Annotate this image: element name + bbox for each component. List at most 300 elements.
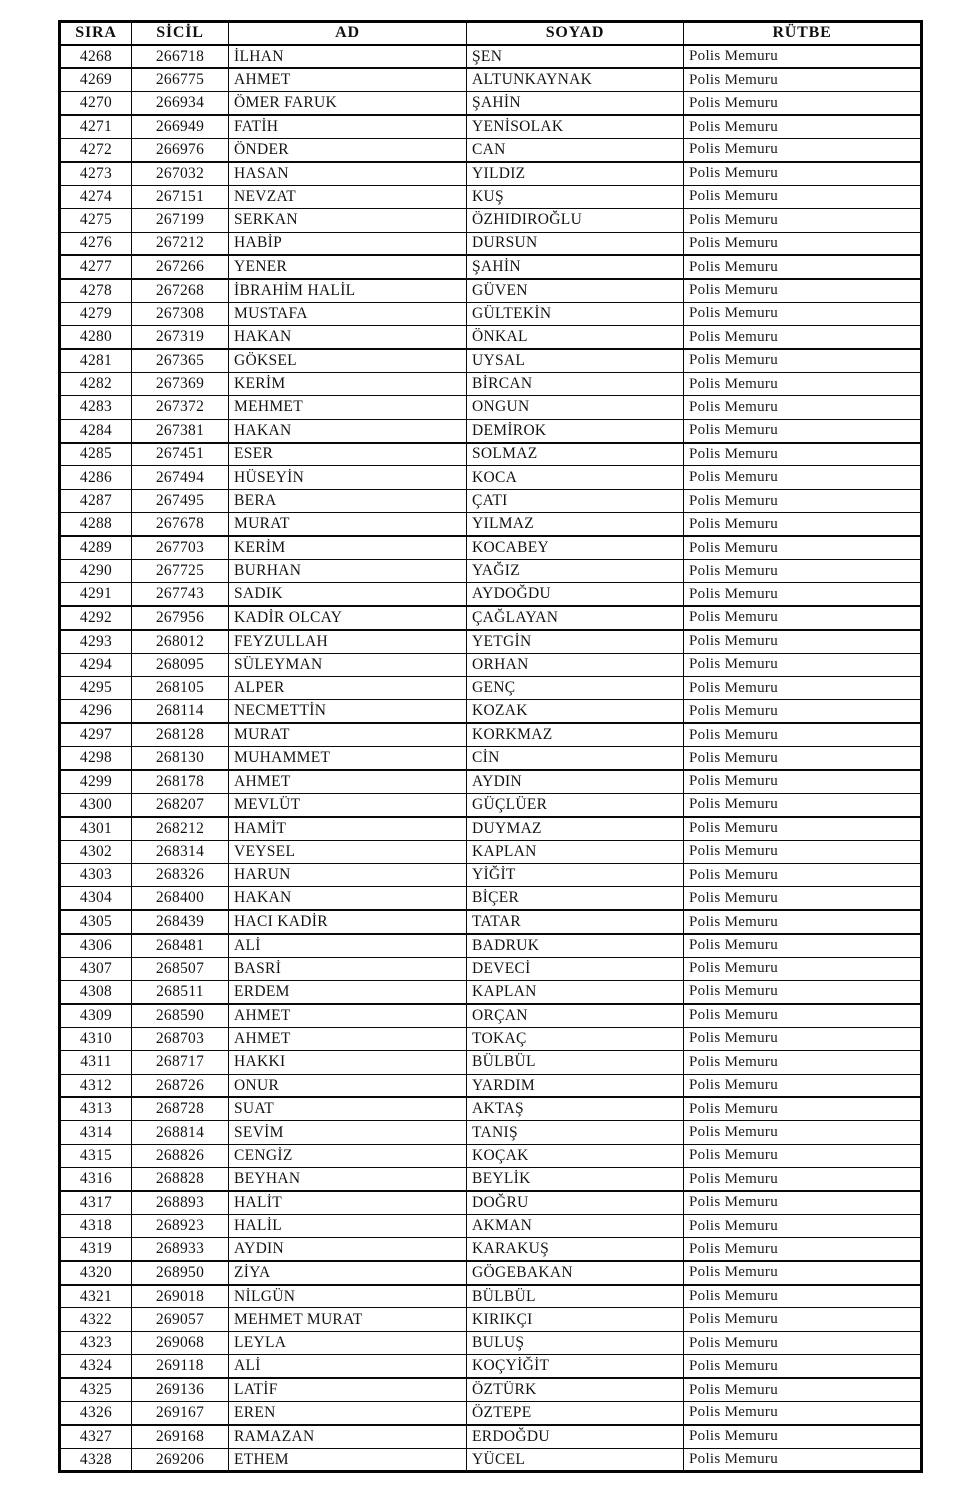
cell-sira: 4325 <box>60 1378 132 1401</box>
cell-soyad: KAPLAN <box>467 840 684 863</box>
cell-sira: 4314 <box>60 1121 132 1144</box>
cell-sira: 4307 <box>60 957 132 980</box>
table-row <box>60 1097 922 1120</box>
cell-sicil: 268950 <box>132 1261 229 1284</box>
cell-ad: RAMAZAN <box>229 1425 467 1448</box>
cell-sicil: 267365 <box>132 349 229 372</box>
table-row <box>60 1121 922 1144</box>
cell-sicil: 269206 <box>132 1448 229 1471</box>
table-row <box>60 232 922 255</box>
cell-sicil: 267703 <box>132 536 229 559</box>
cell-sira: 4322 <box>60 1308 132 1331</box>
cell-sira: 4326 <box>60 1402 132 1425</box>
cell-sira: 4299 <box>60 770 132 793</box>
cell-ad: GÖKSEL <box>229 349 467 372</box>
cell-sira: 4309 <box>60 1004 132 1027</box>
cell-soyad: YAĞIZ <box>467 559 684 582</box>
cell-soyad: KOCABEY <box>467 536 684 559</box>
cell-sicil: 268814 <box>132 1121 229 1144</box>
cell-sicil: 267451 <box>132 443 229 466</box>
cell-sicil: 268314 <box>132 840 229 863</box>
table-row <box>60 255 922 278</box>
cell-rutbe: Polis Memuru <box>684 92 922 115</box>
cell-rutbe: Polis Memuru <box>684 489 922 512</box>
cell-soyad: YILMAZ <box>467 513 684 536</box>
cell-soyad: ÖZTÜRK <box>467 1378 684 1401</box>
cell-rutbe: Polis Memuru <box>684 840 922 863</box>
cell-sira: 4302 <box>60 840 132 863</box>
cell-soyad: DURSUN <box>467 232 684 255</box>
cell-ad: MURAT <box>229 513 467 536</box>
cell-sira: 4321 <box>60 1285 132 1308</box>
cell-ad: KERİM <box>229 372 467 395</box>
table-row <box>60 653 922 676</box>
cell-rutbe: Polis Memuru <box>684 1308 922 1331</box>
cell-soyad: KORKMAZ <box>467 723 684 746</box>
cell-sicil: 267956 <box>132 606 229 629</box>
cell-sicil: 268933 <box>132 1238 229 1261</box>
table-row <box>60 1004 922 1027</box>
cell-ad: EREN <box>229 1402 467 1425</box>
cell-rutbe: Polis Memuru <box>684 1168 922 1191</box>
cell-sicil: 268717 <box>132 1051 229 1074</box>
cell-sira: 4273 <box>60 162 132 185</box>
personnel-table <box>58 20 923 1473</box>
cell-rutbe: Polis Memuru <box>684 770 922 793</box>
cell-rutbe: Polis Memuru <box>684 1238 922 1261</box>
cell-rutbe: Polis Memuru <box>684 372 922 395</box>
cell-rutbe: Polis Memuru <box>684 419 922 442</box>
table-row <box>60 1308 922 1331</box>
cell-ad: AYDIN <box>229 1238 467 1261</box>
cell-sicil: 268893 <box>132 1191 229 1214</box>
cell-ad: AHMET <box>229 1004 467 1027</box>
cell-rutbe: Polis Memuru <box>684 676 922 699</box>
cell-soyad: ÇATI <box>467 489 684 512</box>
cell-rutbe: Polis Memuru <box>684 45 922 68</box>
cell-sicil: 266934 <box>132 92 229 115</box>
cell-sira: 4279 <box>60 302 132 325</box>
table-row <box>60 279 922 302</box>
cell-rutbe: Polis Memuru <box>684 793 922 816</box>
cell-rutbe: Polis Memuru <box>684 396 922 419</box>
cell-sira: 4293 <box>60 630 132 653</box>
cell-rutbe: Polis Memuru <box>684 700 922 723</box>
cell-soyad: ÖZHIDIROĞLU <box>467 209 684 232</box>
cell-soyad: DEMİROK <box>467 419 684 442</box>
cell-sicil: 267032 <box>132 162 229 185</box>
cell-ad: AHMET <box>229 1027 467 1050</box>
cell-ad: HAMİT <box>229 817 467 840</box>
table-header <box>60 22 922 45</box>
table-row <box>60 1402 922 1425</box>
cell-ad: ALİ <box>229 934 467 957</box>
cell-ad: SADIK <box>229 583 467 606</box>
cell-soyad: DUYMAZ <box>467 817 684 840</box>
table-row <box>60 372 922 395</box>
cell-sicil: 268012 <box>132 630 229 653</box>
table-row <box>60 92 922 115</box>
cell-soyad: UYSAL <box>467 349 684 372</box>
cell-ad: İBRAHİM HALİL <box>229 279 467 302</box>
header-soyad: SOYAD <box>467 22 684 45</box>
cell-rutbe: Polis Memuru <box>684 606 922 629</box>
cell-soyad: SOLMAZ <box>467 443 684 466</box>
cell-soyad: AKTAŞ <box>467 1097 684 1120</box>
cell-sira: 4269 <box>60 68 132 91</box>
table-row <box>60 349 922 372</box>
table-row <box>60 1168 922 1191</box>
cell-sira: 4275 <box>60 209 132 232</box>
cell-sicil: 269118 <box>132 1355 229 1378</box>
table-row <box>60 466 922 489</box>
table-row <box>60 1191 922 1214</box>
cell-soyad: TATAR <box>467 910 684 933</box>
cell-rutbe: Polis Memuru <box>684 326 922 349</box>
cell-sira: 4274 <box>60 185 132 208</box>
cell-sicil: 268828 <box>132 1168 229 1191</box>
cell-ad: ÖNDER <box>229 138 467 161</box>
cell-rutbe: Polis Memuru <box>684 209 922 232</box>
cell-sicil: 268703 <box>132 1027 229 1050</box>
table-row <box>60 513 922 536</box>
cell-sira: 4328 <box>60 1448 132 1471</box>
cell-rutbe: Polis Memuru <box>684 302 922 325</box>
cell-ad: SÜLEYMAN <box>229 653 467 676</box>
cell-sicil: 267725 <box>132 559 229 582</box>
cell-ad: HARUN <box>229 864 467 887</box>
header-sira: SIRA <box>60 22 132 45</box>
cell-rutbe: Polis Memuru <box>684 1074 922 1097</box>
cell-soyad: GÜVEN <box>467 279 684 302</box>
cell-sicil: 268095 <box>132 653 229 676</box>
cell-ad: HAKKI <box>229 1051 467 1074</box>
cell-soyad: YARDIM <box>467 1074 684 1097</box>
table-row <box>60 1448 922 1471</box>
cell-soyad: ÇAĞLAYAN <box>467 606 684 629</box>
cell-sicil: 267151 <box>132 185 229 208</box>
cell-rutbe: Polis Memuru <box>684 349 922 372</box>
header-rutbe: RÜTBE <box>684 22 922 45</box>
table-row <box>60 1331 922 1354</box>
cell-sicil: 268178 <box>132 770 229 793</box>
cell-ad: HABİP <box>229 232 467 255</box>
cell-soyad: DOĞRU <box>467 1191 684 1214</box>
cell-sira: 4286 <box>60 466 132 489</box>
cell-soyad: DEVECİ <box>467 957 684 980</box>
cell-sira: 4271 <box>60 115 132 138</box>
cell-soyad: BADRUK <box>467 934 684 957</box>
cell-rutbe: Polis Memuru <box>684 1144 922 1167</box>
cell-soyad: ŞAHİN <box>467 255 684 278</box>
cell-soyad: GÜÇLÜER <box>467 793 684 816</box>
cell-ad: NECMETTİN <box>229 700 467 723</box>
cell-rutbe: Polis Memuru <box>684 279 922 302</box>
cell-ad: BASRİ <box>229 957 467 980</box>
cell-soyad: BÜLBÜL <box>467 1285 684 1308</box>
cell-sira: 4291 <box>60 583 132 606</box>
cell-sicil: 267319 <box>132 326 229 349</box>
cell-sira: 4268 <box>60 45 132 68</box>
cell-soyad: ŞAHİN <box>467 92 684 115</box>
cell-sira: 4278 <box>60 279 132 302</box>
cell-rutbe: Polis Memuru <box>684 630 922 653</box>
table-row <box>60 489 922 512</box>
cell-ad: HÜSEYİN <box>229 466 467 489</box>
cell-soyad: ÖZTEPE <box>467 1402 684 1425</box>
cell-ad: ÖMER FARUK <box>229 92 467 115</box>
cell-sira: 4304 <box>60 887 132 910</box>
header-ad: AD <box>229 22 467 45</box>
cell-ad: MURAT <box>229 723 467 746</box>
cell-soyad: ALTUNKAYNAK <box>467 68 684 91</box>
table-row <box>60 326 922 349</box>
cell-sicil: 267372 <box>132 396 229 419</box>
table-row <box>60 1378 922 1401</box>
table-row <box>60 162 922 185</box>
cell-soyad: YÜCEL <box>467 1448 684 1471</box>
cell-rutbe: Polis Memuru <box>684 817 922 840</box>
cell-rutbe: Polis Memuru <box>684 1425 922 1448</box>
cell-ad: MUHAMMET <box>229 747 467 770</box>
table-row <box>60 793 922 816</box>
cell-rutbe: Polis Memuru <box>684 1051 922 1074</box>
cell-ad: ZİYA <box>229 1261 467 1284</box>
cell-ad: SERKAN <box>229 209 467 232</box>
cell-ad: AHMET <box>229 770 467 793</box>
table-row <box>60 1355 922 1378</box>
cell-ad: BERA <box>229 489 467 512</box>
cell-sicil: 268726 <box>132 1074 229 1097</box>
cell-sira: 4284 <box>60 419 132 442</box>
cell-rutbe: Polis Memuru <box>684 653 922 676</box>
cell-sicil: 268439 <box>132 910 229 933</box>
table-row <box>60 1425 922 1448</box>
cell-soyad: BİRCAN <box>467 372 684 395</box>
header-sicil: SİCİL <box>132 22 229 45</box>
cell-rutbe: Polis Memuru <box>684 1261 922 1284</box>
table-row <box>60 185 922 208</box>
table-row <box>60 1261 922 1284</box>
cell-sira: 4301 <box>60 817 132 840</box>
cell-ad: NİLGÜN <box>229 1285 467 1308</box>
cell-sicil: 268511 <box>132 981 229 1004</box>
cell-sira: 4290 <box>60 559 132 582</box>
table-row <box>60 396 922 419</box>
table-row <box>60 723 922 746</box>
cell-soyad: KIRIKÇI <box>467 1308 684 1331</box>
cell-rutbe: Polis Memuru <box>684 68 922 91</box>
cell-sira: 4315 <box>60 1144 132 1167</box>
cell-sicil: 266949 <box>132 115 229 138</box>
cell-ad: BURHAN <box>229 559 467 582</box>
cell-ad: HAKAN <box>229 419 467 442</box>
cell-rutbe: Polis Memuru <box>684 934 922 957</box>
cell-sicil: 268212 <box>132 817 229 840</box>
cell-rutbe: Polis Memuru <box>684 466 922 489</box>
cell-rutbe: Polis Memuru <box>684 1027 922 1050</box>
table-row <box>60 1214 922 1237</box>
cell-sira: 4318 <box>60 1214 132 1237</box>
table-row <box>60 559 922 582</box>
table-row <box>60 68 922 91</box>
cell-soyad: YİĞİT <box>467 864 684 887</box>
cell-ad: YENER <box>229 255 467 278</box>
cell-sira: 4303 <box>60 864 132 887</box>
header-row <box>60 22 922 45</box>
cell-ad: KADİR OLCAY <box>229 606 467 629</box>
cell-rutbe: Polis Memuru <box>684 115 922 138</box>
cell-ad: ETHEM <box>229 1448 467 1471</box>
cell-sicil: 268826 <box>132 1144 229 1167</box>
cell-rutbe: Polis Memuru <box>684 138 922 161</box>
cell-sira: 4294 <box>60 653 132 676</box>
cell-sira: 4324 <box>60 1355 132 1378</box>
table-row <box>60 1051 922 1074</box>
cell-sicil: 268105 <box>132 676 229 699</box>
cell-rutbe: Polis Memuru <box>684 981 922 1004</box>
cell-rutbe: Polis Memuru <box>684 1214 922 1237</box>
table-row <box>60 606 922 629</box>
cell-sira: 4280 <box>60 326 132 349</box>
cell-sicil: 267743 <box>132 583 229 606</box>
cell-ad: HASAN <box>229 162 467 185</box>
table-body <box>60 45 922 1472</box>
cell-rutbe: Polis Memuru <box>684 162 922 185</box>
cell-soyad: BİÇER <box>467 887 684 910</box>
cell-rutbe: Polis Memuru <box>684 957 922 980</box>
cell-soyad: KOCA <box>467 466 684 489</box>
table-row <box>60 1144 922 1167</box>
table-row <box>60 770 922 793</box>
cell-sicil: 267212 <box>132 232 229 255</box>
cell-sicil: 267266 <box>132 255 229 278</box>
table-row <box>60 817 922 840</box>
cell-ad: FEYZULLAH <box>229 630 467 653</box>
cell-sicil: 268130 <box>132 747 229 770</box>
cell-ad: MEHMET <box>229 396 467 419</box>
cell-ad: SEVİM <box>229 1121 467 1144</box>
cell-soyad: BÜLBÜL <box>467 1051 684 1074</box>
cell-sicil: 266775 <box>132 68 229 91</box>
cell-soyad: TANIŞ <box>467 1121 684 1144</box>
table-row <box>60 630 922 653</box>
cell-ad: HALİT <box>229 1191 467 1214</box>
cell-sira: 4277 <box>60 255 132 278</box>
table-row <box>60 138 922 161</box>
cell-sira: 4319 <box>60 1238 132 1261</box>
table-row <box>60 209 922 232</box>
cell-sicil: 268590 <box>132 1004 229 1027</box>
cell-rutbe: Polis Memuru <box>684 443 922 466</box>
cell-ad: AHMET <box>229 68 467 91</box>
cell-soyad: GENÇ <box>467 676 684 699</box>
cell-sicil: 269167 <box>132 1402 229 1425</box>
cell-ad: BEYHAN <box>229 1168 467 1191</box>
cell-sira: 4316 <box>60 1168 132 1191</box>
table-row <box>60 1238 922 1261</box>
cell-sicil: 267199 <box>132 209 229 232</box>
cell-rutbe: Polis Memuru <box>684 1355 922 1378</box>
cell-ad: VEYSEL <box>229 840 467 863</box>
cell-sira: 4317 <box>60 1191 132 1214</box>
cell-sicil: 268114 <box>132 700 229 723</box>
cell-sira: 4270 <box>60 92 132 115</box>
cell-ad: ONUR <box>229 1074 467 1097</box>
cell-sicil: 269068 <box>132 1331 229 1354</box>
cell-rutbe: Polis Memuru <box>684 1285 922 1308</box>
cell-ad: MEHMET MURAT <box>229 1308 467 1331</box>
cell-sira: 4281 <box>60 349 132 372</box>
cell-rutbe: Polis Memuru <box>684 536 922 559</box>
cell-soyad: ONGUN <box>467 396 684 419</box>
cell-soyad: KOZAK <box>467 700 684 723</box>
cell-rutbe: Polis Memuru <box>684 887 922 910</box>
cell-sicil: 266718 <box>132 45 229 68</box>
table-row <box>60 957 922 980</box>
cell-sicil: 267381 <box>132 419 229 442</box>
cell-sira: 4288 <box>60 513 132 536</box>
cell-rutbe: Polis Memuru <box>684 864 922 887</box>
table-row <box>60 536 922 559</box>
table-row <box>60 115 922 138</box>
cell-soyad: KOÇYİĞİT <box>467 1355 684 1378</box>
table-row <box>60 747 922 770</box>
cell-sicil: 267494 <box>132 466 229 489</box>
cell-rutbe: Polis Memuru <box>684 232 922 255</box>
table-row <box>60 45 922 68</box>
cell-soyad: TOKAÇ <box>467 1027 684 1050</box>
cell-sira: 4306 <box>60 934 132 957</box>
cell-ad: CENGİZ <box>229 1144 467 1167</box>
table-row <box>60 676 922 699</box>
cell-ad: HACI KADİR <box>229 910 467 933</box>
cell-sira: 4282 <box>60 372 132 395</box>
cell-soyad: KOÇAK <box>467 1144 684 1167</box>
cell-rutbe: Polis Memuru <box>684 1448 922 1471</box>
cell-sicil: 269057 <box>132 1308 229 1331</box>
cell-rutbe: Polis Memuru <box>684 255 922 278</box>
cell-sira: 4296 <box>60 700 132 723</box>
cell-soyad: BEYLİK <box>467 1168 684 1191</box>
cell-soyad: GÜLTEKİN <box>467 302 684 325</box>
cell-ad: ALPER <box>229 676 467 699</box>
scanned-document-page <box>58 20 920 1473</box>
cell-sira: 4305 <box>60 910 132 933</box>
cell-rutbe: Polis Memuru <box>684 1378 922 1401</box>
table-row <box>60 583 922 606</box>
cell-rutbe: Polis Memuru <box>684 1097 922 1120</box>
cell-sira: 4310 <box>60 1027 132 1050</box>
cell-ad: MUSTAFA <box>229 302 467 325</box>
cell-sira: 4298 <box>60 747 132 770</box>
cell-soyad: KARAKUŞ <box>467 1238 684 1261</box>
cell-sira: 4320 <box>60 1261 132 1284</box>
cell-sira: 4283 <box>60 396 132 419</box>
cell-sira: 4323 <box>60 1331 132 1354</box>
table-row <box>60 1074 922 1097</box>
cell-sicil: 268728 <box>132 1097 229 1120</box>
cell-ad: LATİF <box>229 1378 467 1401</box>
cell-sicil: 267495 <box>132 489 229 512</box>
cell-sira: 4300 <box>60 793 132 816</box>
cell-soyad: KAPLAN <box>467 981 684 1004</box>
cell-sicil: 268207 <box>132 793 229 816</box>
cell-sicil: 269136 <box>132 1378 229 1401</box>
cell-soyad: YENİSOLAK <box>467 115 684 138</box>
table-row <box>60 1027 922 1050</box>
cell-soyad: CİN <box>467 747 684 770</box>
